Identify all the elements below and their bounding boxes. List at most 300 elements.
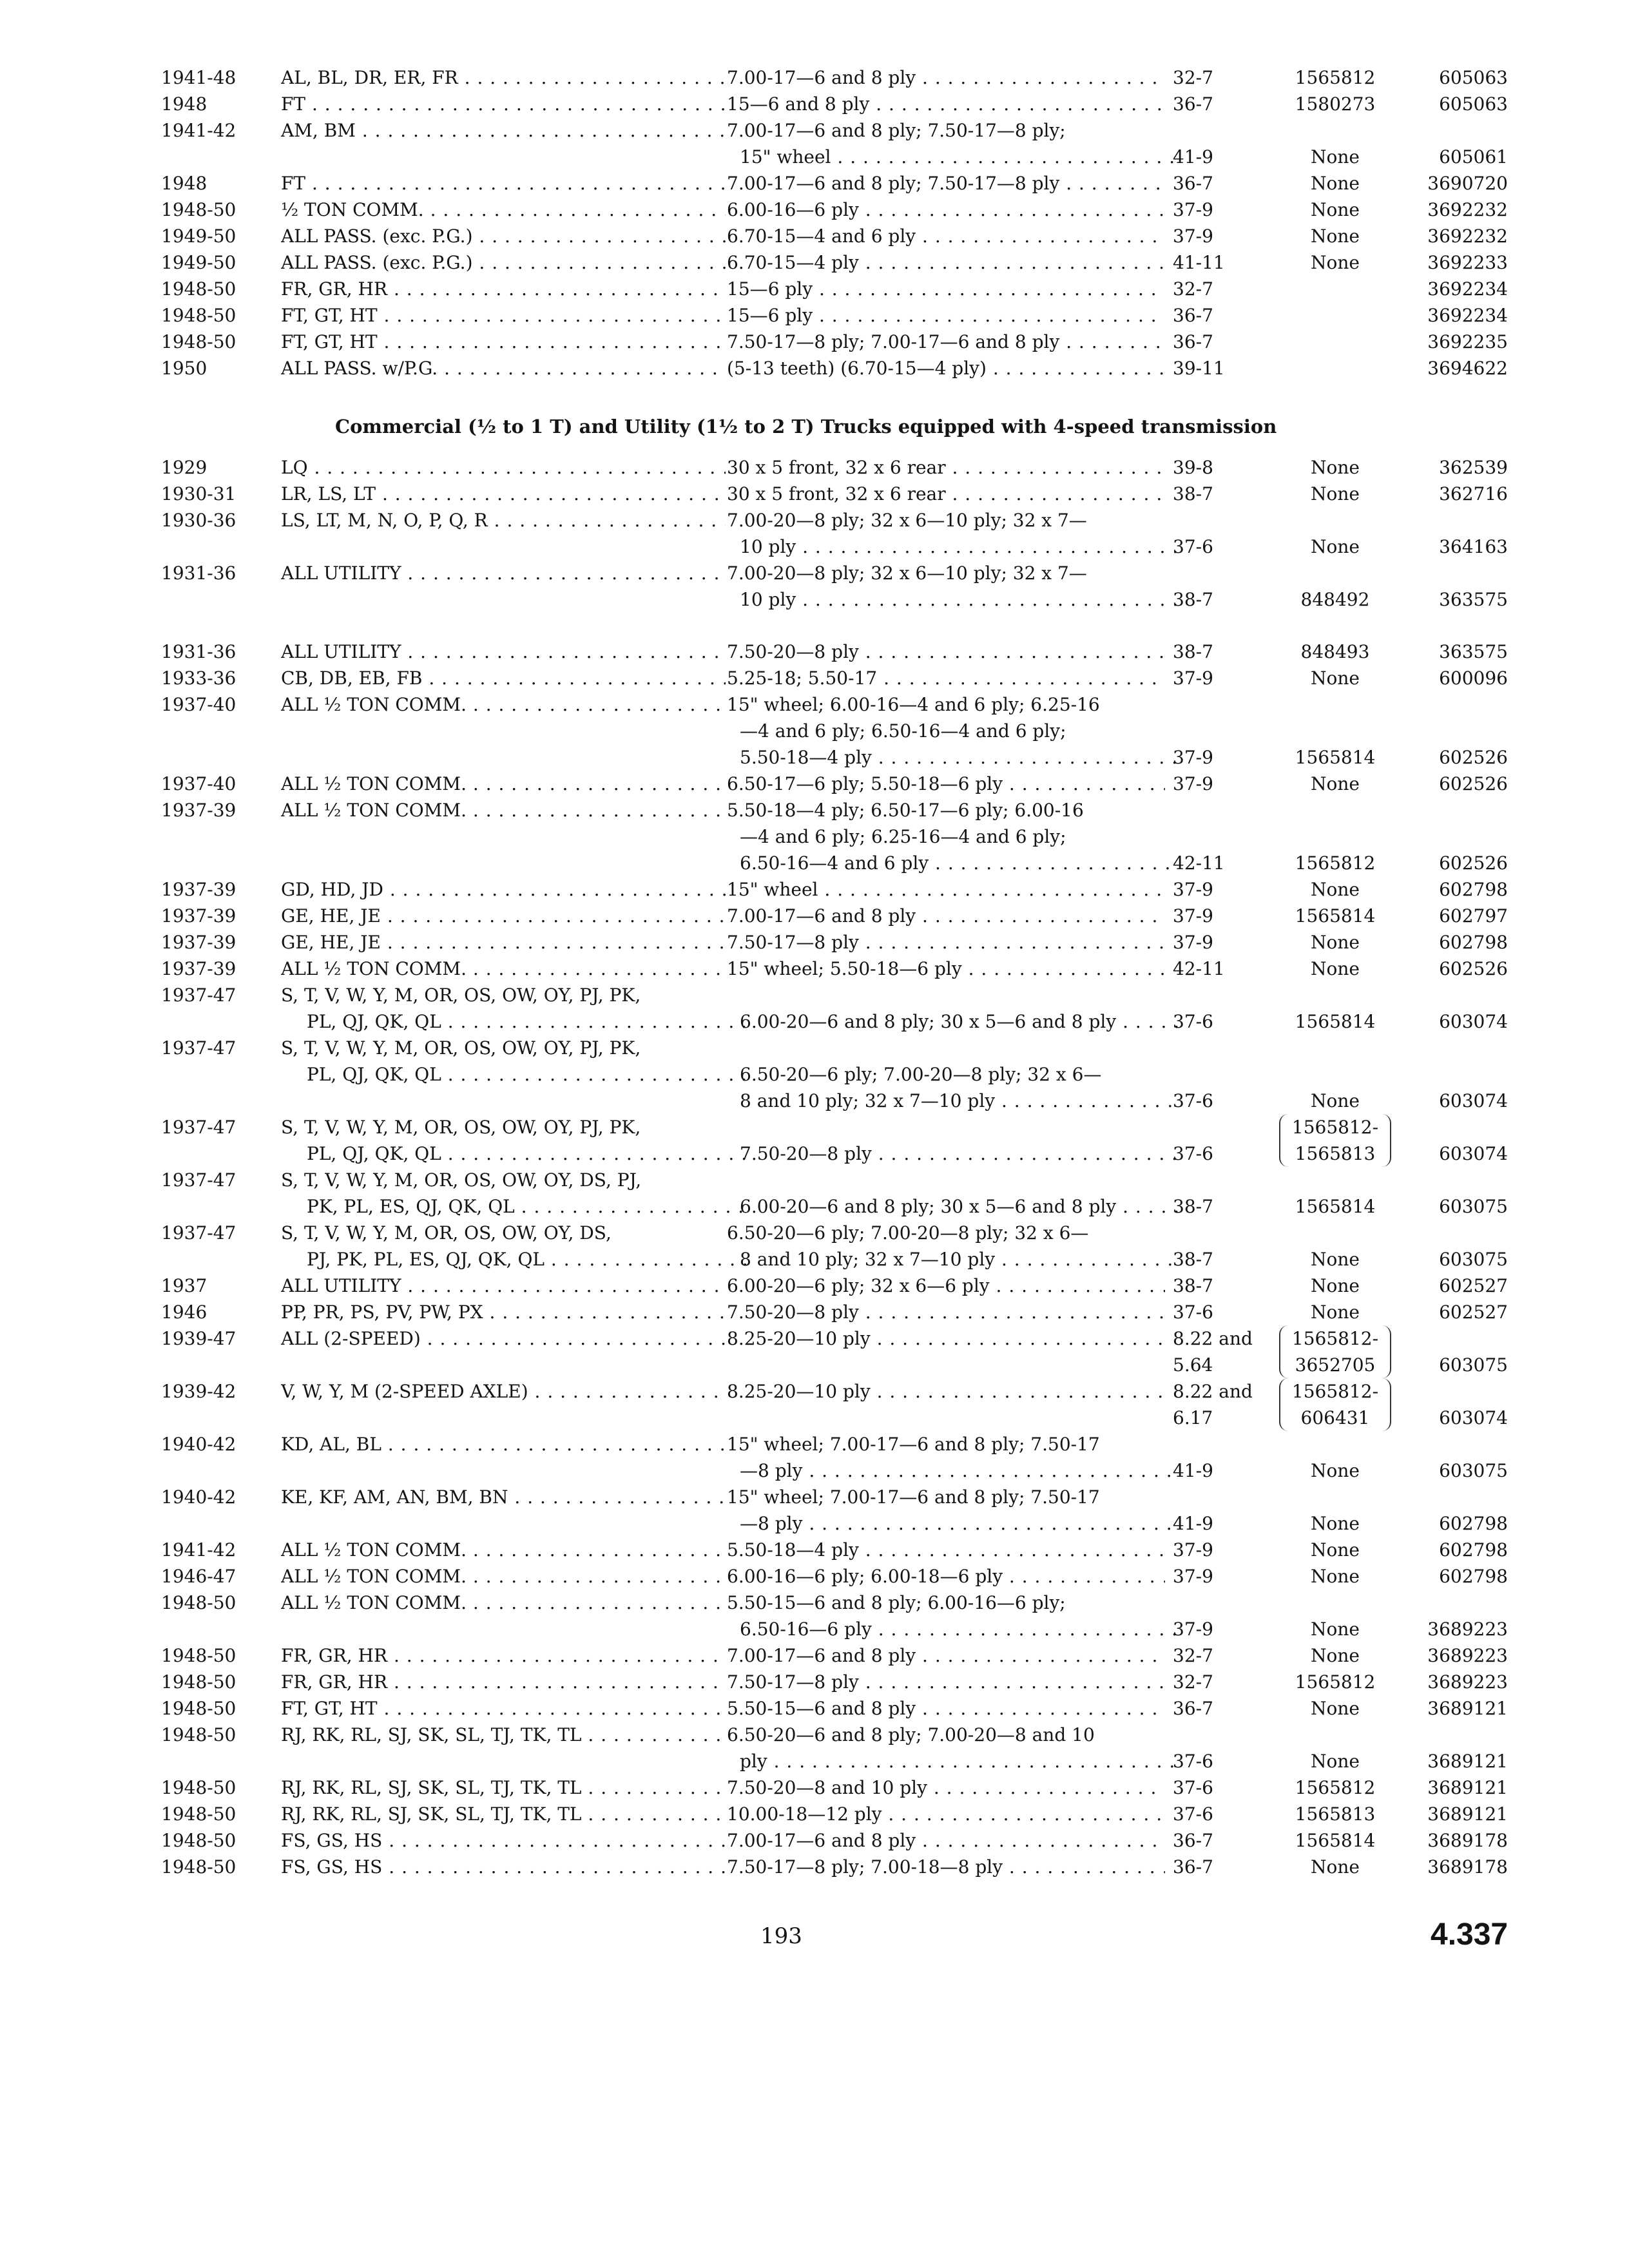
stock-number-text: 362539 — [1439, 457, 1508, 478]
year-text: 1937-39 — [161, 879, 236, 900]
year-cell — [161, 1035, 271, 1061]
year-text: 1937-39 — [161, 932, 236, 953]
stock-number-text: 605063 — [1439, 67, 1508, 88]
document-number: 4.337 — [1431, 1917, 1509, 1952]
stock-number-text: 603075 — [1439, 1354, 1508, 1376]
part-number-text: 1565812- — [1291, 1328, 1379, 1349]
tire-size-text: 8.25-20—10 ply . . . — [727, 1325, 1165, 1352]
stock-number-text: 603074 — [1439, 1407, 1508, 1428]
ratio-cell — [1173, 64, 1269, 91]
year-cell — [161, 982, 271, 1008]
tire-size-text: 7.00-17—6 and 8 ply . . . — [727, 903, 1165, 929]
part-number-cell — [1271, 197, 1400, 223]
model-text: FT, GT, HT . . . — [281, 329, 726, 355]
ratio-text: 37-9 — [1173, 1619, 1213, 1640]
part-number-cell — [1271, 249, 1400, 276]
model-text: CB, DB, EB, FB . . . — [281, 665, 726, 691]
stock-number-cell — [1408, 1537, 1508, 1563]
stock-number-cell — [1408, 1616, 1508, 1642]
year-text: 1937-47 — [161, 1169, 236, 1191]
ratio-text: 37-9 — [1173, 199, 1213, 220]
tire-size-text: 7.50-20—8 ply . . . — [727, 1299, 1165, 1325]
part-number-text: None — [1311, 1460, 1360, 1481]
part-number-cell — [1271, 1695, 1400, 1722]
stock-number-cell — [1408, 1140, 1508, 1167]
tire-size-text: 15" wheel; 5.50-18—6 ply . . . — [727, 956, 1165, 982]
stock-number-text: 600096 — [1439, 668, 1508, 689]
year-text: 1940-42 — [161, 1486, 236, 1508]
table-row — [161, 454, 1508, 481]
ratio-cell — [1173, 1854, 1269, 1880]
part-number-text: 1565814 — [1295, 1011, 1376, 1032]
tire-size-text: 6.50-17—6 ply; 5.50-18—6 ply . . . — [727, 771, 1165, 797]
tire-size-text: 7.50-20—8 and 10 ply . . . — [727, 1774, 1165, 1801]
stock-number-text: 363575 — [1439, 589, 1508, 610]
tire-size-text: 30 x 5 front, 32 x 6 rear . . . — [727, 481, 1165, 507]
ratio-text: 38-7 — [1173, 589, 1213, 610]
part-number-text: 1565814 — [1295, 747, 1376, 768]
year-cell — [161, 1273, 271, 1299]
model-text: RJ, RK, RL, SJ, SK, SL, TJ, TK, TL . . . — [281, 1722, 726, 1748]
part-number-text: 848493 — [1300, 641, 1370, 662]
ratio-text: 37-9 — [1173, 226, 1213, 247]
stock-number-cell — [1408, 586, 1508, 613]
year-cell — [161, 91, 271, 117]
model-text: ALL ½ TON COMM. . . . — [281, 797, 726, 823]
table-row — [161, 507, 1508, 560]
ratio-cell — [1173, 276, 1269, 302]
tire-size-text: 15" wheel . . . — [727, 876, 1165, 903]
table-row — [161, 1431, 1508, 1484]
part-number-text: None — [1311, 1090, 1360, 1111]
stock-number-text: 603074 — [1439, 1090, 1508, 1111]
ratio-text: 38-7 — [1173, 483, 1213, 505]
table-row — [161, 1801, 1508, 1827]
table-row — [161, 1035, 1508, 1114]
ratio-cell — [1173, 956, 1269, 982]
stock-number-text: 602797 — [1439, 905, 1508, 927]
part-number-text: None — [1311, 1249, 1360, 1270]
year-cell — [161, 1378, 271, 1405]
part-number-text — [1271, 302, 1400, 329]
part-number-cell — [1271, 1854, 1400, 1880]
ratio-cell — [1173, 454, 1269, 481]
tire-size-text: 15" wheel . . . — [727, 144, 1178, 170]
part-number-text: 1565812 — [1295, 1671, 1376, 1693]
year-cell — [161, 1431, 271, 1457]
year-cell — [161, 1590, 271, 1616]
year-text: 1948-50 — [161, 1830, 236, 1851]
year-cell — [161, 1722, 271, 1748]
year-text: 1948-50 — [161, 1671, 236, 1693]
table-row — [161, 117, 1508, 170]
year-text: 1937-40 — [161, 694, 236, 715]
table-row — [161, 797, 1508, 876]
part-number-text: None — [1311, 1302, 1360, 1323]
year-text: 1948-50 — [161, 1724, 236, 1745]
stock-number-text: 603075 — [1439, 1249, 1508, 1270]
year-text: 1948-50 — [161, 1698, 236, 1719]
part-number-text: None — [1311, 1698, 1360, 1719]
table-row — [161, 903, 1508, 929]
year-text: 1948-50 — [161, 1592, 236, 1613]
part-number-cell — [1271, 144, 1400, 170]
ratio-text: 41-9 — [1173, 146, 1213, 168]
year-text: 1948-50 — [161, 331, 236, 352]
tire-size-text: 6.00-20—6 ply; 32 x 6—6 ply . . . — [727, 1273, 1165, 1299]
ratio-text: 37-6 — [1173, 1803, 1213, 1825]
table-row — [161, 691, 1508, 771]
tire-size-text: 30 x 5 front, 32 x 6 rear . . . — [727, 454, 1165, 481]
part-number-cell — [1279, 1114, 1391, 1167]
model-text: ALL ½ TON COMM. . . . — [281, 1563, 726, 1590]
stock-number-cell — [1408, 1563, 1508, 1590]
table-row — [161, 355, 1508, 381]
stock-number-cell — [1408, 1669, 1508, 1695]
model-text: GE, HE, JE . . . — [281, 929, 726, 956]
stock-number-cell — [1408, 1299, 1508, 1325]
tire-size-text — [727, 982, 1307, 1008]
stock-number-text: 605063 — [1439, 93, 1508, 115]
ratio-cell — [1173, 876, 1269, 903]
ratio-text: 37-9 — [1173, 905, 1213, 927]
year-text: 1946 — [161, 1302, 207, 1323]
table-row — [161, 249, 1508, 276]
stock-number-cell — [1408, 276, 1508, 302]
stock-number-cell — [1408, 1827, 1508, 1854]
stock-number-cell — [1408, 302, 1508, 329]
model-text: AL, BL, DR, ER, FR . . . — [281, 64, 726, 91]
tire-size-text: 6.50-16—6 ply . . . — [727, 1616, 1178, 1642]
year-cell — [161, 249, 271, 276]
part-number-text: None — [1311, 146, 1360, 168]
part-number-text: 1565812- — [1291, 1381, 1379, 1402]
stock-number-cell — [1408, 1088, 1508, 1114]
section-heading: Commercial (½ to 1 T) and Utility (1½ to 2 T) Trucks equipped with 4-speed transmission — [335, 416, 1277, 437]
part-number-cell — [1271, 223, 1400, 249]
year-cell — [161, 876, 271, 903]
stock-number-cell — [1408, 1273, 1508, 1299]
model-text: AM, BM . . . — [281, 117, 726, 144]
part-number-text: 1565812 — [1295, 1777, 1376, 1798]
year-cell — [161, 1854, 271, 1880]
tire-size-text: 15" wheel; 7.00-17—6 and 8 ply; 7.50-17 — [727, 1486, 1100, 1508]
model-text: KE, KF, AM, AN, BM, BN . . . — [281, 1484, 726, 1510]
stock-number-cell — [1408, 64, 1508, 91]
tire-size-text — [727, 1167, 1307, 1193]
stock-number-text: 602798 — [1439, 1566, 1508, 1587]
year-text: 1948 — [161, 173, 207, 194]
model-text: S, T, V, W, Y, M, OR, OS, OW, OY, PJ, PK, — [281, 1037, 641, 1059]
year-text: 1948-50 — [161, 305, 236, 326]
year-cell — [161, 355, 271, 381]
part-number-text: None — [1311, 773, 1360, 794]
tire-size-text: 5.50-15—6 and 8 ply . . . — [727, 1695, 1165, 1722]
model-text: FR, GR, HR . . . — [281, 276, 726, 302]
tire-size-text: 6.00-16—6 ply; 6.00-18—6 ply . . . — [727, 1563, 1165, 1590]
part-number-cell — [1271, 929, 1400, 956]
year-cell — [161, 665, 271, 691]
stock-number-cell — [1408, 144, 1508, 170]
part-number-text: None — [1311, 483, 1360, 505]
part-number-cell — [1271, 1008, 1400, 1035]
stock-number-cell — [1408, 1405, 1508, 1431]
part-number-text: None — [1311, 1566, 1360, 1587]
year-cell — [161, 956, 271, 982]
tire-size-text: 7.50-17—8 ply . . . — [727, 929, 1165, 956]
year-cell — [161, 1299, 271, 1325]
stock-number-cell — [1408, 929, 1508, 956]
part-number-text: None — [1311, 1619, 1360, 1640]
part-number-cell — [1271, 481, 1400, 507]
year-text: 1937-47 — [161, 1037, 236, 1059]
model-text: FT . . . — [281, 170, 726, 197]
stock-number-text: 602526 — [1439, 852, 1508, 874]
tire-size-text: 6.50-20—6 ply; 7.00-20—8 ply; 32 x 6— — [727, 1222, 1089, 1244]
ratio-cell — [1173, 1140, 1269, 1167]
ratio-text: 8.22 and — [1173, 1328, 1253, 1349]
tire-size-text: (5-13 teeth) (6.70-15—4 ply) . . . — [727, 355, 1165, 381]
table-row — [161, 64, 1508, 91]
year-cell — [161, 1484, 271, 1510]
ratio-cell — [1173, 771, 1269, 797]
tire-size-text: 6.50-20—6 ply; 7.00-20—8 ply; 32 x 6— — [740, 1064, 1102, 1085]
ratio-cell — [1173, 665, 1269, 691]
part-number-text: None — [1311, 932, 1360, 953]
stock-number-text: 605061 — [1439, 146, 1508, 168]
ratio-text: 39-8 — [1173, 457, 1213, 478]
tire-size-text: —4 and 6 ply; 6.50-16—4 and 6 ply; — [740, 720, 1066, 742]
ratio-text: 41-11 — [1173, 252, 1225, 273]
part-number-cell — [1271, 1827, 1400, 1854]
tire-size-text: 10.00-18—12 ply . . . — [727, 1801, 1165, 1827]
model-text: KD, AL, BL . . . — [281, 1431, 726, 1457]
table-row — [161, 1325, 1508, 1378]
ratio-cell — [1173, 1325, 1269, 1378]
table-row — [161, 1167, 1508, 1220]
model-text: ALL ½ TON COMM. . . . — [281, 1590, 726, 1616]
part-number-cell — [1271, 1563, 1400, 1590]
table-row — [161, 91, 1508, 117]
part-number-cell — [1271, 665, 1400, 691]
tire-size-text: —8 ply . . . — [727, 1510, 1178, 1537]
ratio-cell — [1173, 1642, 1269, 1669]
part-number-cell — [1271, 302, 1400, 329]
ratio-cell — [1173, 744, 1269, 771]
ratio-text: 37-6 — [1173, 1302, 1213, 1323]
table-row — [161, 1827, 1508, 1854]
year-text: 1937-39 — [161, 958, 236, 979]
ratio-text: 37-6 — [1173, 1751, 1213, 1772]
year-cell — [161, 454, 271, 481]
table-row — [161, 560, 1508, 613]
tire-size-text: 6.00-20—6 and 8 ply; 30 x 5—6 and 8 ply . . . — [727, 1193, 1178, 1220]
model-text: S, T, V, W, Y, M, OR, OS, OW, OY, DS, PJ, — [281, 1169, 642, 1191]
year-cell — [161, 1325, 271, 1352]
model-text: ALL UTILITY . . . — [281, 560, 726, 586]
part-number-text: 1565813 — [1295, 1143, 1376, 1164]
part-number-text: None — [1311, 457, 1360, 478]
ratio-text: 38-7 — [1173, 1249, 1213, 1270]
year-text: 1948 — [161, 93, 207, 115]
model-text: RJ, RK, RL, SJ, SK, SL, TJ, TK, TL . . . — [281, 1801, 726, 1827]
stock-number-text: 602527 — [1439, 1302, 1508, 1323]
year-text: 1949-50 — [161, 252, 236, 273]
year-cell — [161, 797, 271, 823]
year-text: 1949-50 — [161, 226, 236, 247]
ratio-text: 32-7 — [1173, 1671, 1213, 1693]
stock-number-text: 3692234 — [1427, 305, 1508, 326]
stock-number-cell — [1408, 329, 1508, 355]
year-cell — [161, 1774, 271, 1801]
year-text: 1950 — [161, 358, 207, 379]
model-text: FT, GT, HT . . . — [281, 1695, 726, 1722]
year-cell — [161, 691, 271, 718]
ratio-cell — [1173, 903, 1269, 929]
ratio-cell — [1173, 249, 1269, 276]
part-number-text: 1565812 — [1295, 852, 1376, 874]
table-row — [161, 956, 1508, 982]
part-number-cell — [1271, 1299, 1400, 1325]
ratio-cell — [1173, 639, 1269, 665]
stock-number-text: 364163 — [1439, 536, 1508, 557]
model-text: V, W, Y, M (2-SPEED AXLE) . . . — [281, 1378, 726, 1405]
part-number-text: None — [1311, 1645, 1360, 1666]
part-number-text: None — [1311, 199, 1360, 220]
part-number-text: 1565812 — [1295, 67, 1376, 88]
part-number-text: 1565814 — [1295, 1196, 1376, 1217]
tire-size-text: 15—6 and 8 ply . . . — [727, 91, 1165, 117]
year-text: 1948-50 — [161, 1856, 236, 1878]
stock-number-text: 3689178 — [1427, 1830, 1508, 1851]
tire-size-text — [727, 1114, 1307, 1140]
part-number-text: None — [1311, 1856, 1360, 1878]
year-cell — [161, 1563, 271, 1590]
stock-number-cell — [1408, 876, 1508, 903]
year-cell — [161, 302, 271, 329]
stock-number-cell — [1408, 1246, 1508, 1273]
model-text: ALL (2-SPEED) . . . — [281, 1325, 726, 1352]
tire-size-text: 7.50-20—8 ply . . . — [727, 1140, 1178, 1167]
year-cell — [161, 276, 271, 302]
stock-number-text: 3692233 — [1427, 252, 1508, 273]
ratio-text: 37-6 — [1173, 1011, 1213, 1032]
tire-size-text — [727, 1035, 1307, 1061]
table-row — [161, 481, 1508, 507]
stock-number-text: 603074 — [1439, 1143, 1508, 1164]
year-cell — [161, 1695, 271, 1722]
tire-size-text: 7.00-20—8 ply; 32 x 6—10 ply; 32 x 7— — [727, 562, 1087, 584]
ratio-cell — [1173, 170, 1269, 197]
ratio-text: 42-11 — [1173, 958, 1225, 979]
ratio-cell — [1173, 1563, 1269, 1590]
ratio-text: 38-7 — [1173, 1275, 1213, 1296]
part-number-text: None — [1311, 252, 1360, 273]
part-number-cell — [1271, 1273, 1400, 1299]
year-text: 1948-50 — [161, 278, 236, 300]
tire-size-text: 6.50-20—6 and 8 ply; 7.00-20—8 and 10 — [727, 1724, 1095, 1745]
tire-size-text: 15" wheel; 6.00-16—4 and 6 ply; 6.25-16 — [727, 694, 1100, 715]
tire-size-text: 10 ply . . . — [727, 586, 1178, 613]
year-cell — [161, 507, 271, 533]
ratio-cell — [1173, 1273, 1269, 1299]
year-text: 1941-42 — [161, 1539, 236, 1561]
tire-size-text: 7.50-17—8 ply; 7.00-17—6 and 8 ply . . . — [727, 329, 1165, 355]
model-text: GE, HE, JE . . . — [281, 903, 726, 929]
stock-number-cell — [1408, 1008, 1508, 1035]
ratio-text: 38-7 — [1173, 1196, 1213, 1217]
part-number-cell — [1271, 1193, 1400, 1220]
table-row — [161, 223, 1508, 249]
ratio-text: 36-7 — [1173, 331, 1213, 352]
table-row — [161, 665, 1508, 691]
year-cell — [161, 170, 271, 197]
model-text: ALL PASS. w/P.G. . . . — [281, 355, 726, 381]
stock-number-cell — [1408, 1774, 1508, 1801]
part-number-cell — [1271, 355, 1400, 381]
stock-number-text: 602526 — [1439, 773, 1508, 794]
table-row — [161, 876, 1508, 903]
year-text: 1937-39 — [161, 800, 236, 821]
year-cell — [161, 64, 271, 91]
model-text: PP, PR, PS, PV, PW, PX . . . — [281, 1299, 726, 1325]
tire-size-text: 8 and 10 ply; 32 x 7—10 ply . . . — [727, 1088, 1178, 1114]
ratio-text: 37-9 — [1173, 1539, 1213, 1561]
stock-number-text: 3689178 — [1427, 1856, 1508, 1878]
year-cell — [161, 771, 271, 797]
stock-number-text: 3689121 — [1427, 1777, 1508, 1798]
part-number-cell — [1271, 329, 1400, 355]
year-text: 1939-47 — [161, 1328, 236, 1349]
stock-number-cell — [1408, 249, 1508, 276]
model-text: ALL PASS. (exc. P.G.) . . . — [281, 249, 726, 276]
ratio-text: 36-7 — [1173, 1698, 1213, 1719]
ratio-text: 8.22 and — [1173, 1381, 1253, 1402]
model-text: FS, GS, HS . . . — [281, 1854, 726, 1880]
year-cell — [161, 1114, 271, 1140]
ratio-text: 41-9 — [1173, 1460, 1213, 1481]
ratio-cell — [1173, 329, 1269, 355]
tire-size-text: 5.50-18—4 ply; 6.50-17—6 ply; 6.00-16 — [727, 800, 1084, 821]
part-number-cell — [1279, 1378, 1391, 1431]
year-cell — [161, 1167, 271, 1193]
part-number-cell — [1271, 1774, 1400, 1801]
stock-number-cell — [1408, 903, 1508, 929]
ratio-text: 36-7 — [1173, 1830, 1213, 1851]
part-number-text: 1565814 — [1295, 905, 1376, 927]
stock-number-cell — [1408, 639, 1508, 665]
ratio-cell — [1173, 1008, 1269, 1035]
part-number-text: None — [1311, 958, 1360, 979]
table-row — [161, 276, 1508, 302]
tire-size-text: 7.50-20—8 ply . . . — [727, 639, 1165, 665]
stock-number-text: 3692235 — [1427, 331, 1508, 352]
table-row — [161, 1854, 1508, 1880]
table-row — [161, 329, 1508, 355]
tire-size-text: 10 ply . . . — [727, 533, 1178, 560]
stock-number-cell — [1408, 1801, 1508, 1827]
tire-size-text: 5.50-15—6 and 8 ply; 6.00-16—6 ply; — [727, 1592, 1066, 1613]
ratio-text: 36-7 — [1173, 173, 1213, 194]
ratio-text: 42-11 — [1173, 852, 1225, 874]
part-number-cell — [1271, 454, 1400, 481]
part-number-text: None — [1311, 1751, 1360, 1772]
ratio-cell — [1173, 1299, 1269, 1325]
parts-table-top — [161, 64, 1508, 381]
stock-number-cell — [1408, 355, 1508, 381]
part-number-cell — [1271, 170, 1400, 197]
ratio-text: 37-6 — [1173, 1777, 1213, 1798]
